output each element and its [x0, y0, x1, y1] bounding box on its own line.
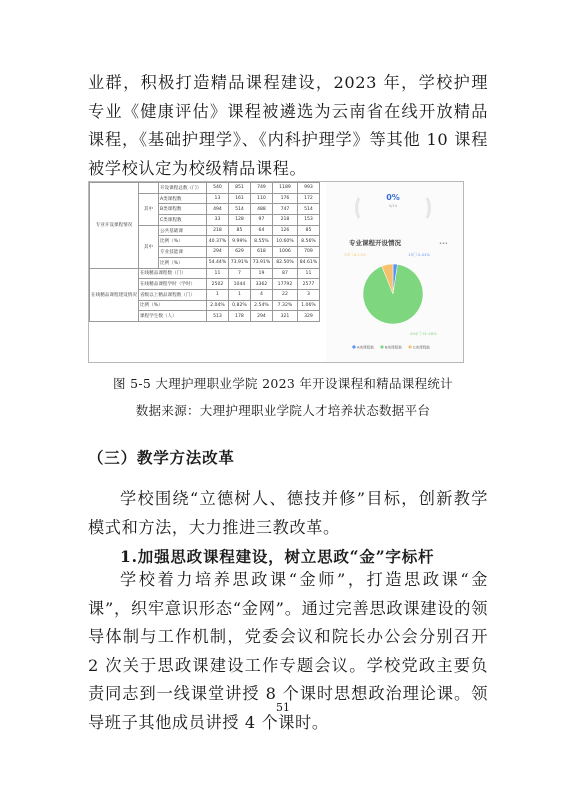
- figure-source: 数据来源：大理护理职业学院人才培养状态数据平台: [135, 403, 431, 418]
- table-cell: 22: [272, 289, 297, 300]
- table-cell: 993: [297, 183, 319, 194]
- table-cell: 1189: [272, 183, 297, 194]
- row-label: B类课程数: [158, 204, 206, 215]
- sub-label: 其中: [138, 193, 158, 225]
- table-cell: 2.04%: [206, 300, 228, 311]
- table-cell: 3: [297, 289, 319, 300]
- table-cell: 329: [297, 311, 319, 322]
- table-cell: 851: [228, 183, 250, 194]
- subsection-heading: 1.加强思政课程建设，树立思政“金”字标杆: [120, 547, 435, 566]
- table-cell: 7: [228, 268, 250, 279]
- table-cell: 2577: [297, 279, 319, 290]
- table-cell: 13: [206, 193, 228, 204]
- row-label: 在线精品课程学时（学时）: [138, 279, 206, 290]
- table-cell: 40.37%: [206, 236, 228, 247]
- table-cell: 514: [228, 204, 250, 215]
- pie-data-label: 33门 6.11%: [344, 252, 366, 257]
- table-cell: 11: [297, 268, 319, 279]
- more-icon[interactable]: •••: [439, 241, 448, 247]
- table-cell: 540: [206, 183, 228, 194]
- table-cell: 2502: [206, 279, 228, 290]
- table-cell: 629: [228, 247, 250, 258]
- course-statistics-figure: [88, 181, 464, 363]
- table-cell: 0.82%: [228, 300, 250, 311]
- table-cell: 1006: [272, 247, 297, 258]
- table-cell: 126: [272, 225, 297, 236]
- table-cell: 97: [250, 215, 272, 226]
- table-cell: 17792: [272, 279, 297, 290]
- table-cell: 218: [206, 225, 228, 236]
- table-cell: 749: [250, 183, 272, 194]
- row-label: 公共基础课: [158, 225, 206, 236]
- table-cell: 488: [250, 204, 272, 215]
- table-cell: 4: [250, 289, 272, 300]
- table-cell: 178: [228, 311, 250, 322]
- row-label: 省级以上精品课程数（门）: [138, 289, 206, 300]
- table-cell: 218: [272, 215, 297, 226]
- pie-chart: [363, 264, 423, 324]
- legend-item: B类课程数: [385, 345, 402, 350]
- row-label: 比例（%）: [158, 257, 206, 268]
- table-cell: 87: [272, 268, 297, 279]
- table-cell: 494: [206, 204, 228, 215]
- row-label: A类课程数: [158, 193, 206, 204]
- pie-data-label: 13门 2.41%: [408, 252, 430, 257]
- pie-data-label: 494门 91.48%: [410, 331, 437, 336]
- table-cell: 3362: [250, 279, 272, 290]
- table-cell: 19: [250, 268, 272, 279]
- table-cell: 514: [297, 204, 319, 215]
- row-label: 专业技能课: [158, 247, 206, 258]
- group-label: 在线精品课程建设情况: [90, 268, 139, 321]
- row-label: 课程学生数（人）: [138, 311, 206, 322]
- group-label: 专业开设课程情况: [90, 183, 139, 269]
- row-label: 比例（%）: [138, 300, 206, 311]
- table-cell: 33: [206, 215, 228, 226]
- table-cell: 1044: [228, 279, 250, 290]
- empty-cell: [138, 183, 158, 194]
- table-cell: 513: [206, 311, 228, 322]
- row-label: 比例（%）: [158, 236, 206, 247]
- table-cell: 1.06%: [297, 300, 319, 311]
- teaching-reform-paragraph: 学校围绕“立德树人、德技并修”目标，创新教学模式和方法，大力推进三教改革。: [88, 489, 488, 537]
- course-statistics-table: [89, 182, 320, 322]
- table-cell: 321: [272, 311, 297, 322]
- gauge-value: 0%: [386, 193, 400, 202]
- table-cell: 1: [228, 289, 250, 300]
- table-cell: 294: [250, 311, 272, 322]
- table-cell: 618: [250, 247, 272, 258]
- intro-paragraph: 业群，积极打造精品课程建设，2023 年，学校护理专业《健康评估》课程被遴选为云南省在线开放精品课程，《基础护理学》、《内科护理学》等其他 10 课程被学校认定为校级精品课程。: [88, 73, 488, 178]
- row-label: 在线精品课程数（门）: [138, 268, 206, 279]
- legend-marker: [352, 345, 355, 348]
- table-cell: 747: [272, 204, 297, 215]
- table-cell: 128: [228, 215, 250, 226]
- section-heading: （三）教学方法改革: [88, 448, 235, 467]
- row-label: C类课程数: [158, 215, 206, 226]
- table-cell: 7.32%: [272, 300, 297, 311]
- table-cell: 294: [206, 247, 228, 258]
- figure-caption: 图 5-5 大理护理职业学院 2023 年开设课程和精品课程统计: [113, 376, 453, 391]
- table-cell: 9.99%: [228, 236, 250, 247]
- table-cell: 8.55%: [250, 236, 272, 247]
- table-cell: 73.91%: [250, 257, 272, 268]
- table-cell: 11: [206, 268, 228, 279]
- table-cell: 84.61%: [297, 257, 319, 268]
- table-cell: 161: [228, 193, 250, 204]
- chart-legend: [352, 344, 430, 349]
- legend-marker: [380, 345, 383, 348]
- table-cell: 73.91%: [228, 257, 250, 268]
- table-cell: 10.60%: [272, 236, 297, 247]
- table-cell: 54.44%: [206, 257, 228, 268]
- table-cell: 153: [297, 215, 319, 226]
- table-row: [90, 268, 320, 279]
- legend-marker: [408, 345, 411, 348]
- table-cell: 709: [297, 247, 319, 258]
- row-label: 开设课程总数（门）: [158, 183, 206, 194]
- table-cell: 176: [272, 193, 297, 204]
- table-cell: 8.56%: [297, 236, 319, 247]
- gauge-label: 0/14: [389, 204, 397, 208]
- table-cell: 1: [206, 289, 228, 300]
- sub-label: 其中: [138, 225, 158, 268]
- chart-title: 专业课程开设情况: [349, 239, 401, 247]
- table-cell: 110: [250, 193, 272, 204]
- course-chart-panel: [326, 182, 463, 362]
- table-cell: 82.50%: [272, 257, 297, 268]
- table-cell: 2.54%: [250, 300, 272, 311]
- table-cell: 85: [228, 225, 250, 236]
- table-row: [90, 183, 320, 194]
- table-cell: 64: [250, 225, 272, 236]
- legend-item: C类课程数: [413, 345, 430, 350]
- legend-item: A类课程数: [357, 345, 374, 350]
- page-number: 51: [276, 701, 290, 714]
- table-cell: 85: [297, 225, 319, 236]
- table-cell: 172: [297, 193, 319, 204]
- ideology-course-paragraph: 学校着力培养思政课“金师”，打造思政课“金课”，织牢意识形态“金网”。通过完善思政课建设的领导体制与工作机制，党委会议和院长办公会分别召开 2 次关于思政课建设工作专题会议。学校党政主要负责同志到一线课堂讲授 8 个课时思想政治理论课。领导班子其他成员讲授 4 个课时。: [88, 570, 488, 732]
